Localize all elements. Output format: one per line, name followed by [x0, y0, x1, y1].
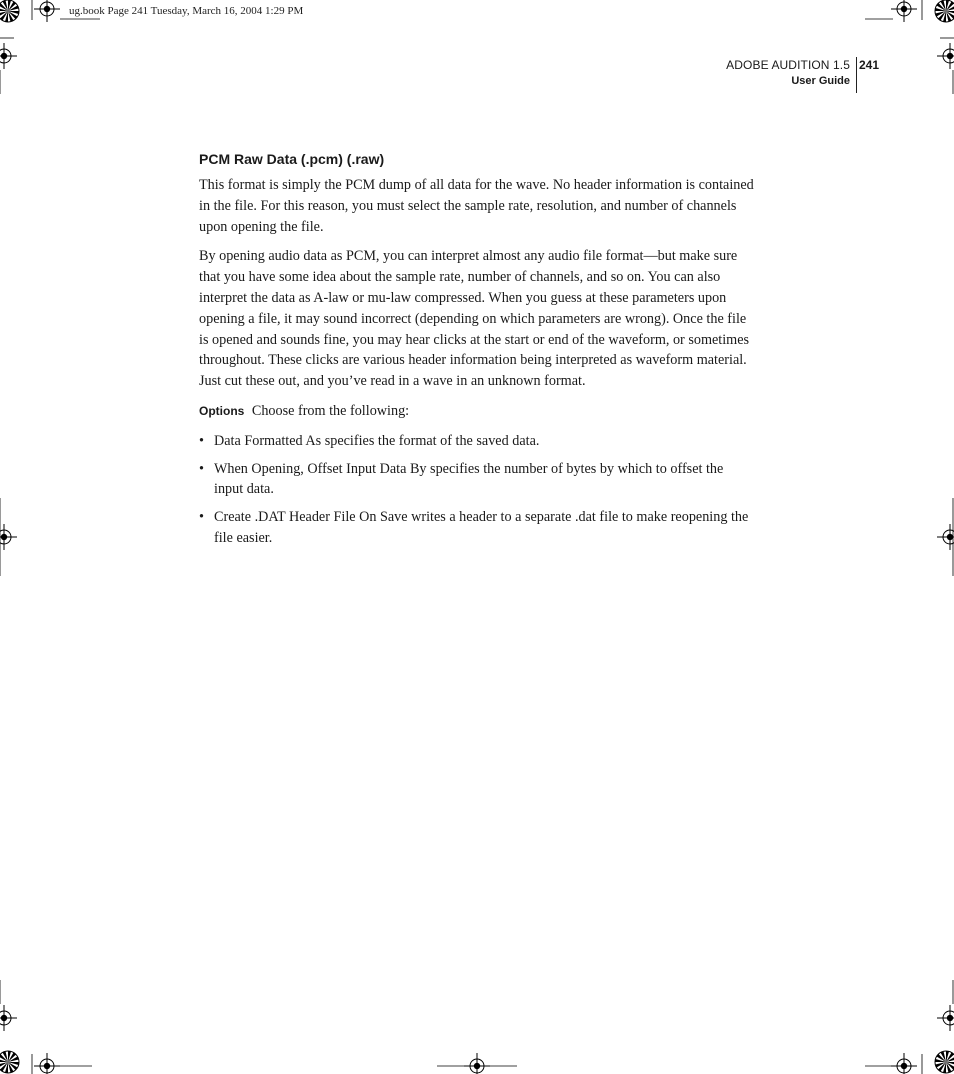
page-number: 241 — [858, 58, 879, 72]
registration-mark — [891, 0, 917, 22]
list-item — [199, 459, 755, 501]
list-item-text: Create .DAT Header File On Save writes a header to a separate .dat file to make reopening the file easier. — [214, 509, 749, 546]
registration-mark — [0, 1005, 17, 1031]
list-item-text: When Opening, Offset Input Data By specifies the number of bytes by which to offset the input data. — [214, 460, 724, 498]
print-slug: ug.book Page 241 Tuesday, March 16, 2004 1:29 PM — [69, 5, 304, 17]
registration-mark — [464, 1053, 490, 1074]
options-paragraph — [199, 401, 755, 422]
registration-mark — [937, 1005, 954, 1031]
registration-mark — [34, 0, 60, 22]
product-name: ADOBE AUDITION 1.5 — [726, 58, 850, 72]
list-item — [199, 431, 755, 452]
bullet: • — [199, 432, 204, 449]
section-title: PCM Raw Data (.pcm) (.raw) — [199, 151, 385, 167]
registration-mark — [0, 43, 17, 69]
starburst-mark — [935, 0, 954, 22]
registration-mark — [937, 524, 954, 550]
options-list — [199, 431, 755, 549]
bullet: • — [199, 460, 204, 477]
options-intro: Choose from the following: — [251, 402, 410, 419]
registration-mark — [891, 1053, 917, 1074]
registration-mark — [937, 43, 954, 69]
list-item — [199, 507, 755, 549]
header-title-block — [726, 57, 850, 88]
bullet: • — [199, 509, 204, 526]
guide-name: User Guide — [791, 75, 850, 87]
starburst-mark — [935, 1051, 954, 1073]
registration-mark — [34, 1053, 60, 1074]
registration-mark — [0, 524, 17, 550]
header-divider — [856, 57, 857, 93]
paragraph: By opening audio data as PCM, you can interpret almost any audio file format—but make sure that you have some idea about the sample rate, number of channels, and so on. You can also interpret the data as A-law or mu-law compressed. When you guess at these parameters upon opening a file, it may sound incorrect (depending on which parameters are wrong). Once the file is opened and sounds fine, you may hear clicks at the start or end of the waveform, or sometimes throughout. These clicks are various header information being interpreted as waveform material. Just cut these out, and you’ve read in a wave in an unknown format. — [199, 248, 750, 390]
starburst-mark — [0, 1051, 19, 1073]
paragraph: This format is simply the PCM dump of all data for the wave. No header information is contained in the file. For this reason, you must select the sample rate, resolution, and number of channels upon opening the file. — [199, 177, 754, 235]
starburst-mark — [0, 0, 19, 22]
options-label: Options — [199, 403, 245, 418]
list-item-text: Data Formatted As specifies the format of the saved data. — [214, 432, 540, 449]
page-body — [199, 150, 755, 556]
